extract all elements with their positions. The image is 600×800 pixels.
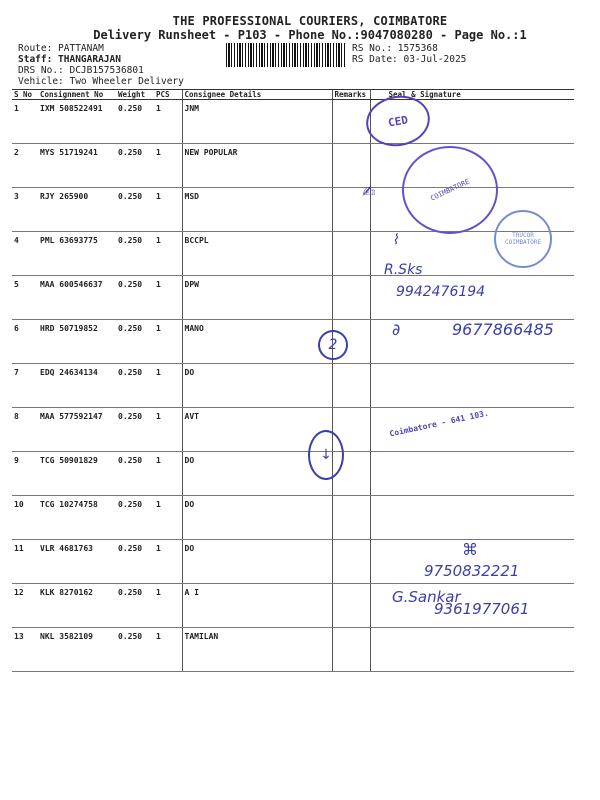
cell-consignee: A I — [182, 584, 332, 628]
cell-pcs: 1 — [154, 584, 182, 628]
cell-pcs: 1 — [154, 540, 182, 584]
col-consignment: Consignment No — [38, 90, 116, 100]
cell-weight: 0.250 — [116, 584, 154, 628]
remark-mark-row-9: ↓ — [308, 430, 344, 480]
table-row — [12, 276, 574, 320]
drs-number: DRS No.: DCJB157536801 — [18, 65, 144, 76]
stamp-3-text: TRUCOR COIMBATORE — [505, 232, 542, 246]
cell-pcs: 1 — [154, 276, 182, 320]
cell-consignment-no: TCG 50901829 — [38, 452, 116, 496]
cell-consignment-no: MAA 577592147 — [38, 408, 116, 452]
cell-pcs: 1 — [154, 320, 182, 364]
cell-sno: 8 — [12, 408, 38, 452]
cell-sno: 10 — [12, 496, 38, 540]
cell-sno: 5 — [12, 276, 38, 320]
cell-consignment-no: RJY 265900 — [38, 188, 116, 232]
col-pcs: PCS — [154, 90, 182, 100]
cell-weight: 0.250 — [116, 320, 154, 364]
signature-name-row-13: G.Sankar — [392, 588, 461, 606]
cell-pcs: 1 — [154, 408, 182, 452]
cell-sno: 7 — [12, 364, 38, 408]
signature-row-12: ⌘ — [462, 540, 478, 559]
cell-remarks — [332, 540, 370, 584]
cell-weight: 0.250 — [116, 144, 154, 188]
cell-pcs: 1 — [154, 144, 182, 188]
cell-sno: 9 — [12, 452, 38, 496]
cell-consignee: DO — [182, 496, 332, 540]
cell-remarks — [332, 628, 370, 672]
cell-consignee: MANO — [182, 320, 332, 364]
cell-pcs: 1 — [154, 188, 182, 232]
cell-consignee: DO — [182, 540, 332, 584]
company-stamp-3 — [494, 210, 552, 268]
signature-row-3: ✍ — [362, 182, 376, 201]
rs-date: RS Date: 03-Jul-2025 — [352, 54, 467, 65]
col-sno: S No — [12, 90, 38, 100]
cell-weight: 0.250 — [116, 540, 154, 584]
col-consignee: Consignee Details — [182, 90, 332, 100]
cell-consignment-no: IXM 508522491 — [38, 100, 116, 144]
cell-pcs: 1 — [154, 452, 182, 496]
cell-consignment-no: KLK 8270162 — [38, 584, 116, 628]
cell-pcs: 1 — [154, 496, 182, 540]
stamp-1-text: CED — [387, 112, 409, 130]
table-row — [12, 100, 574, 144]
table-row — [12, 452, 574, 496]
cell-sno: 12 — [12, 584, 38, 628]
cell-consignee: NEW POPULAR — [182, 144, 332, 188]
cell-weight: 0.250 — [116, 496, 154, 540]
cell-consignee: MSD — [182, 188, 332, 232]
runsheet-title: Delivery Runsheet - P103 - Phone No.:9047080280 - Page No.:1 — [93, 28, 527, 42]
cell-sno: 1 — [12, 100, 38, 144]
cell-consignment-no: PML 63693775 — [38, 232, 116, 276]
table-row — [12, 496, 574, 540]
cell-remarks — [332, 364, 370, 408]
cell-seal-signature — [370, 628, 574, 672]
cell-sno: 2 — [12, 144, 38, 188]
cell-sno: 13 — [12, 628, 38, 672]
cell-consignee: DPW — [182, 276, 332, 320]
cell-consignment-no: NKL 3582109 — [38, 628, 116, 672]
col-weight: Weight — [116, 90, 154, 100]
cell-consignee: AVT — [182, 408, 332, 452]
cell-consignment-no: MYS 51719241 — [38, 144, 116, 188]
cell-sno: 3 — [12, 188, 38, 232]
cell-weight: 0.250 — [116, 364, 154, 408]
signature-name-row-5: R.Sks — [384, 262, 423, 278]
cell-weight: 0.250 — [116, 100, 154, 144]
cell-remarks — [332, 232, 370, 276]
cell-pcs: 1 — [154, 232, 182, 276]
cell-weight: 0.250 — [116, 276, 154, 320]
cell-weight: 0.250 — [116, 408, 154, 452]
table-header-row — [12, 90, 574, 100]
cell-remarks — [332, 496, 370, 540]
cell-remarks — [332, 100, 370, 144]
cell-weight: 0.250 — [116, 232, 154, 276]
cell-consignee: DO — [182, 452, 332, 496]
cell-weight: 0.250 — [116, 628, 154, 672]
signature-phone-row-5: 9942476194 — [396, 284, 486, 300]
cell-weight: 0.250 — [116, 452, 154, 496]
signature-row-4: ⌇ — [392, 232, 399, 248]
signature-row-7: ∂ — [392, 320, 401, 339]
cell-seal-signature — [370, 496, 574, 540]
cell-sno: 6 — [12, 320, 38, 364]
cell-consignment-no: VLR 4681763 — [38, 540, 116, 584]
cell-weight: 0.250 — [116, 188, 154, 232]
cell-pcs: 1 — [154, 364, 182, 408]
table-row — [12, 628, 574, 672]
barcode — [226, 43, 346, 67]
cell-consignment-no: TCG 10274758 — [38, 496, 116, 540]
col-seal-signature: Seal & Signature — [370, 90, 574, 100]
cell-remarks — [332, 144, 370, 188]
rs-number: RS No.: 1575368 — [352, 43, 438, 54]
signature-phone-row-7: 9677866485 — [452, 320, 554, 339]
cell-consignment-no: EDQ 24634134 — [38, 364, 116, 408]
remark-mark-row-7: 2 — [318, 330, 348, 360]
route-label: Route: PATTANAM — [18, 43, 104, 54]
cell-sno: 4 — [12, 232, 38, 276]
stamp-4-text: Coimbatore - 641 103. — [388, 408, 490, 438]
cell-pcs: 1 — [154, 628, 182, 672]
table-row — [12, 232, 574, 276]
cell-remarks — [332, 584, 370, 628]
signature-phone-row-13: 9361977061 — [434, 600, 530, 618]
cell-consignment-no: MAA 600546637 — [38, 276, 116, 320]
company-stamp-2 — [402, 146, 498, 234]
cell-sno: 11 — [12, 540, 38, 584]
cell-consignee: DO — [182, 364, 332, 408]
company-title: THE PROFESSIONAL COURIERS, COIMBATORE — [172, 14, 448, 28]
stamp-2-text: COIMBATORE — [429, 177, 471, 203]
vehicle-label: Vehicle: Two Wheeler Delivery — [18, 76, 184, 87]
cell-consignee: TAMILAN — [182, 628, 332, 672]
signature-phone-row-12: 9750832221 — [424, 562, 520, 580]
cell-remarks — [332, 276, 370, 320]
col-remarks: Remarks — [332, 90, 370, 100]
cell-pcs: 1 — [154, 100, 182, 144]
cell-seal-signature — [370, 452, 574, 496]
cell-consignment-no: HRD 50719852 — [38, 320, 116, 364]
cell-consignee: JNM — [182, 100, 332, 144]
staff-label: Staff: THANGARAJAN — [18, 54, 121, 65]
cell-consignee: BCCPL — [182, 232, 332, 276]
